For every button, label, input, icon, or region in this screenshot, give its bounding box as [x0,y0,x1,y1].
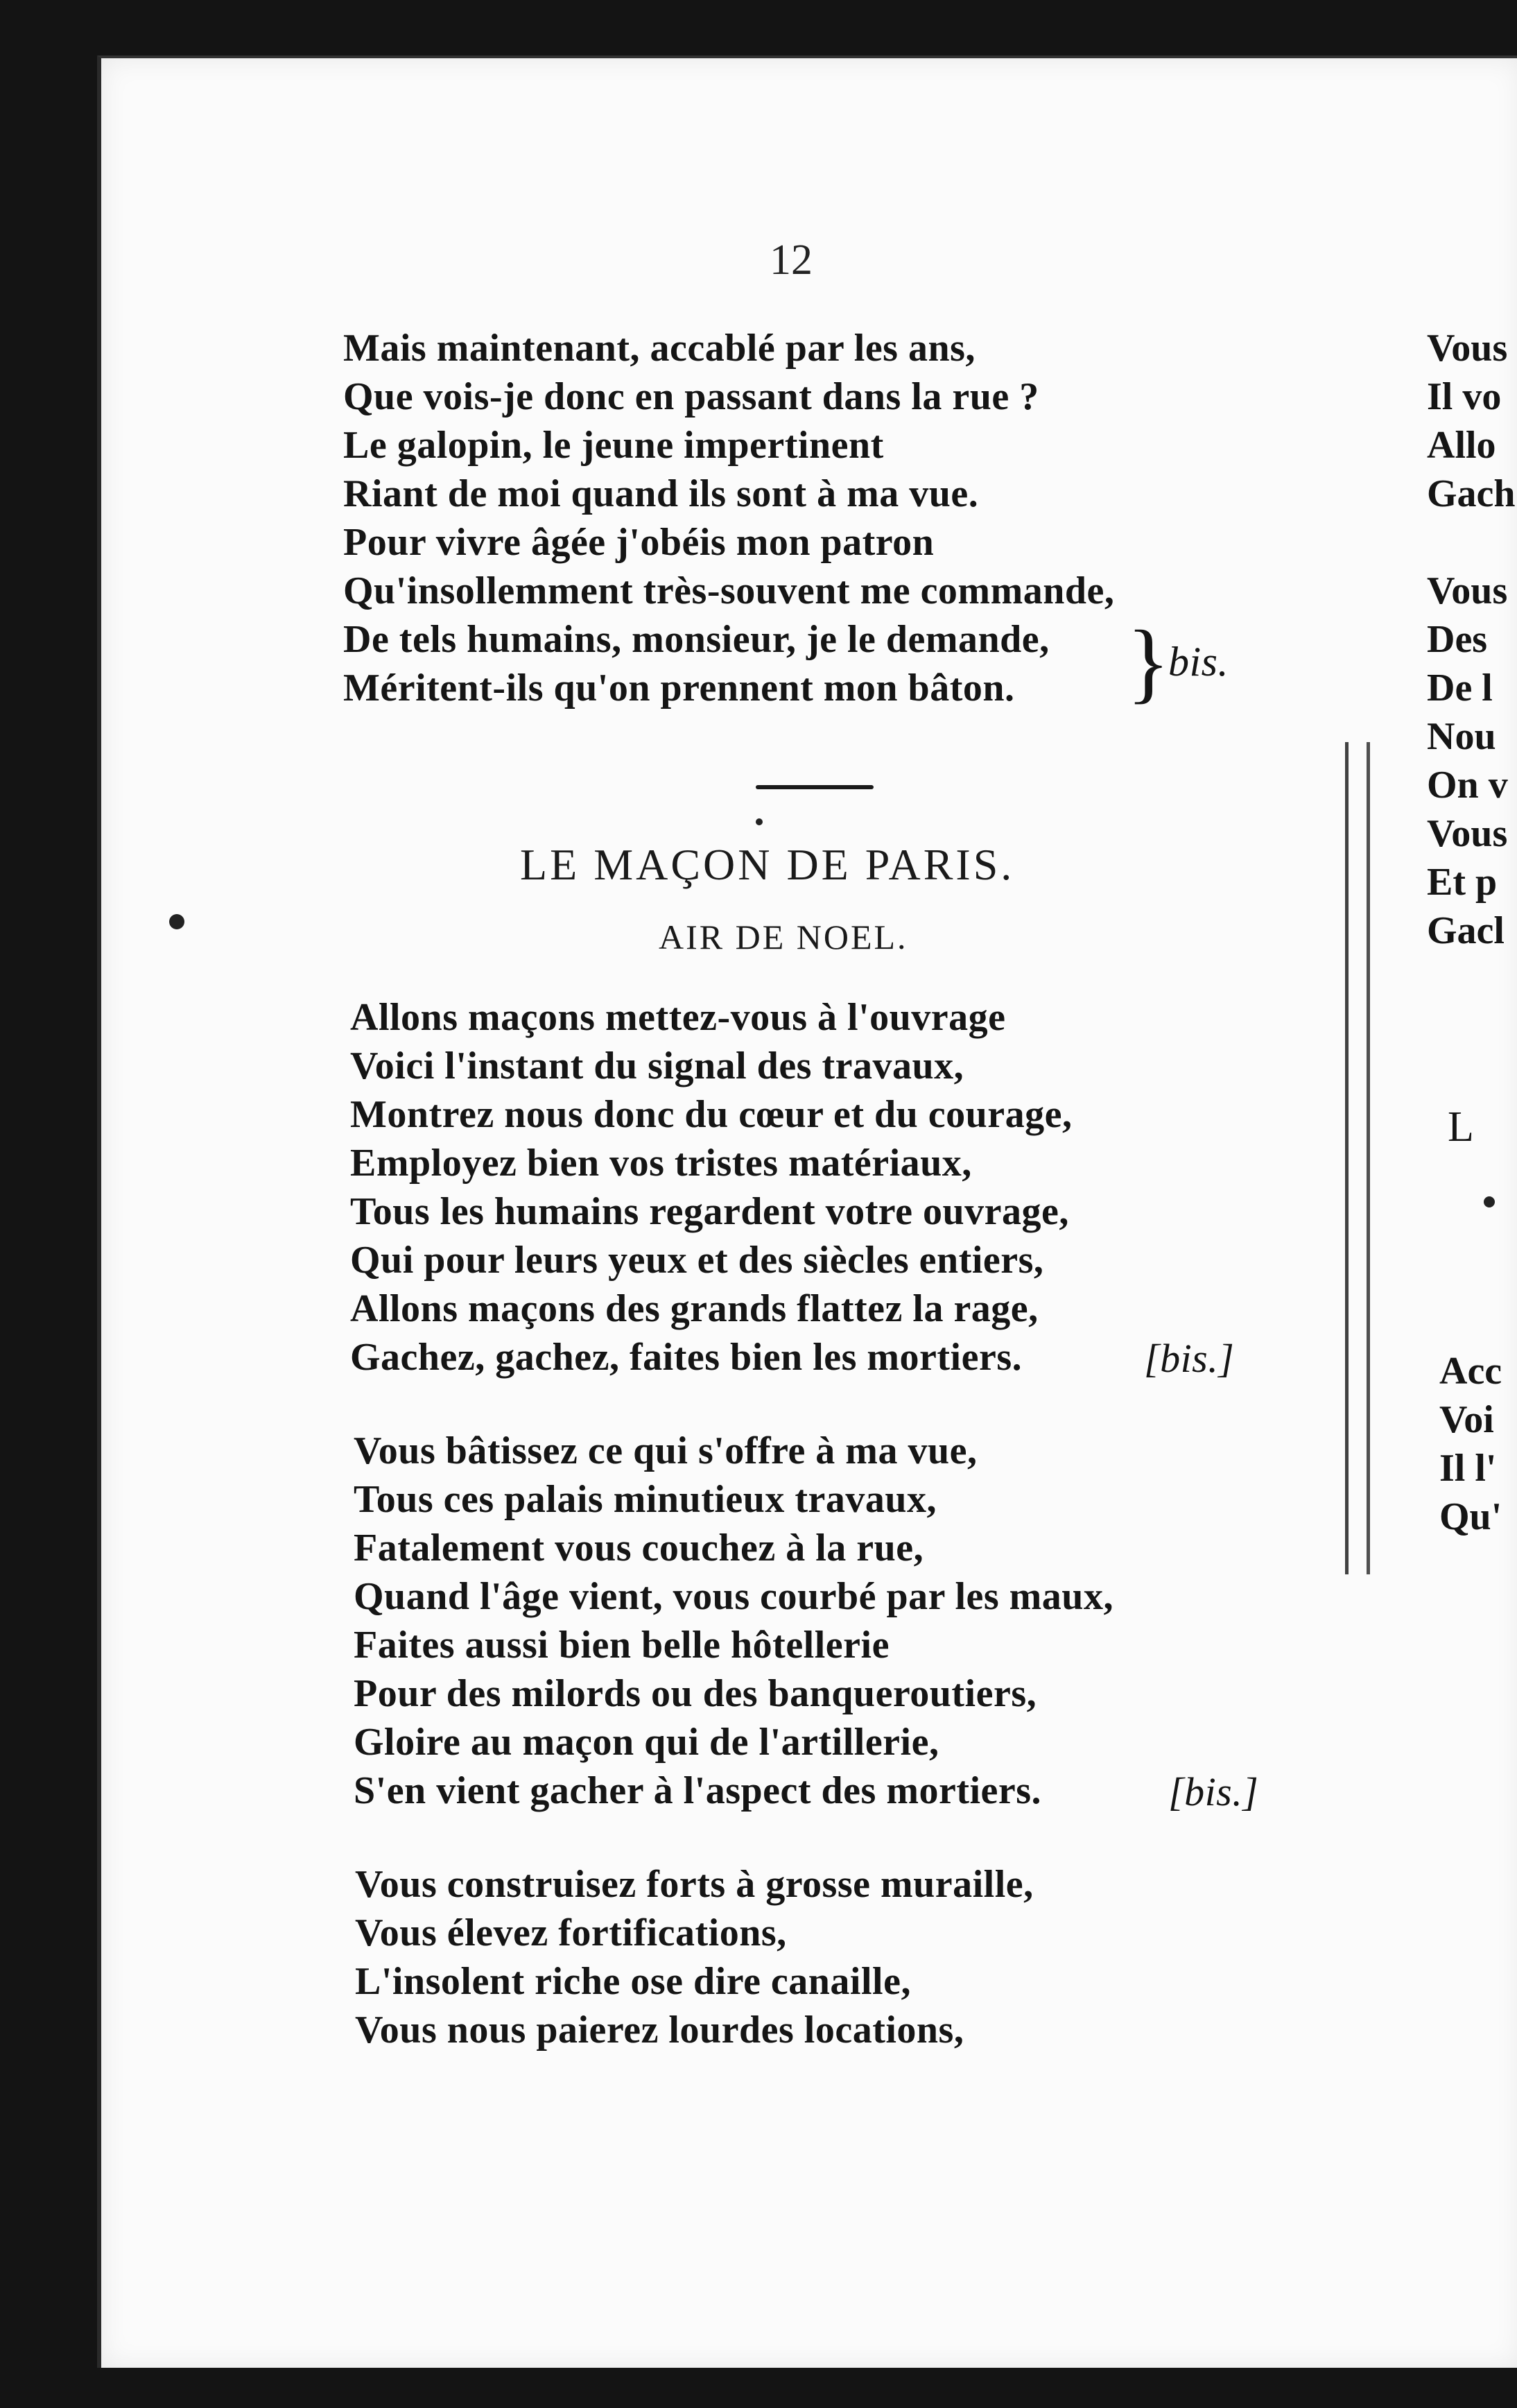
facing-fragment: Il l' [1439,1447,1497,1490]
verse-line: Qui pour leurs yeux et des siècles entiers, [350,1239,1044,1282]
song-title: LE MAÇON DE PARIS. [520,840,1015,889]
refrain-mark: [bis.] [1168,1769,1259,1814]
verse-line: Pour vivre âgée j'obéis mon patron [343,521,935,564]
verse-line: L'insolent riche ose dire canaille, [355,1960,911,2003]
verse-line: Le galopin, le jeune impertinent [343,424,884,467]
verse-line: Vous bâtissez ce qui s'offre à ma vue, [354,1429,978,1472]
facing-fragment: Vous [1427,812,1508,855]
verse-line: S'en vient gacher à l'aspect des mortiers. [354,1769,1042,1812]
verse-line: Quand l'âge vient, vous courbé par les maux, [354,1575,1113,1618]
ink-speck [756,818,763,825]
song-air: AIR DE NOEL. [659,918,908,956]
facing-fragment: Des [1427,618,1488,661]
verse-line: Allons maçons mettez-vous à l'ouvrage [350,996,1006,1039]
facing-fragment: Il vo [1427,375,1502,418]
ink-speck [1484,1196,1495,1207]
facing-fragment: Vous [1427,327,1508,370]
verse-line: Gachez, gachez, faites bien les mortiers. [350,1336,1023,1379]
verse-line: Montrez nous donc du cœur et du courage, [350,1093,1073,1136]
verse-line: Que vois-je donc en passant dans la rue ? [343,375,1039,418]
verse-line: Faites aussi bien belle hôtellerie [354,1624,890,1667]
verse-line: Vous construisez forts à grosse muraille, [355,1863,1034,1906]
verse-line: Tous ces palais minutieux travaux, [354,1478,937,1521]
section-divider [756,785,874,789]
verse-line: Allons maçons des grands flattez la rage, [350,1287,1039,1330]
verse-line: De tels humains, monsieur, je le demande, [343,618,1050,661]
facing-fragment: Qu' [1439,1495,1502,1538]
verse-line: Qu'insollemment très-souvent me commande, [343,569,1115,612]
verse-line: Employez bien vos tristes matériaux, [350,1142,972,1185]
refrain-mark: [bis.] [1144,1336,1235,1381]
refrain-mark: bis. [1168,639,1229,685]
facing-fragment: Allo [1427,424,1496,467]
page-gutter [1345,742,1370,1574]
facing-fragment: De l [1427,666,1493,710]
verse-line: Vous nous paierez lourdes locations, [355,2009,964,2052]
ink-speck [169,914,184,929]
verse-line: Vous élevez fortifications, [355,1911,787,1954]
facing-page-edge [1427,0,1517,2408]
page-number: 12 [770,237,813,284]
facing-fragment: Vous [1427,569,1508,612]
facing-fragment: Et p [1427,861,1498,904]
verse-line: Mais maintenant, accablé par les ans, [343,327,976,370]
facing-fragment: Acc [1439,1350,1502,1393]
verse-line: Voici l'instant du signal des travaux, [350,1044,964,1087]
facing-fragment: Gacl [1427,909,1505,952]
facing-fragment: On v [1427,764,1508,807]
verse-line: Fatalement vous couchez à la rue, [354,1526,924,1570]
verse-line: Pour des milords ou des banqueroutiers, [354,1672,1037,1715]
facing-fragment: Voi [1439,1398,1494,1441]
verse-line: Tous les humains regardent votre ouvrage, [350,1190,1069,1233]
facing-title-fragment: L [1448,1103,1474,1151]
verse-line: Riant de moi quand ils sont à ma vue. [343,472,979,515]
brace-icon: } [1127,612,1170,712]
facing-fragment: Nou [1427,715,1496,758]
verse-line: Méritent-ils qu'on prennent mon bâton. [343,666,1015,710]
verse-line: Gloire au maçon qui de l'artillerie, [354,1721,939,1764]
facing-fragment: Gach [1427,472,1516,515]
